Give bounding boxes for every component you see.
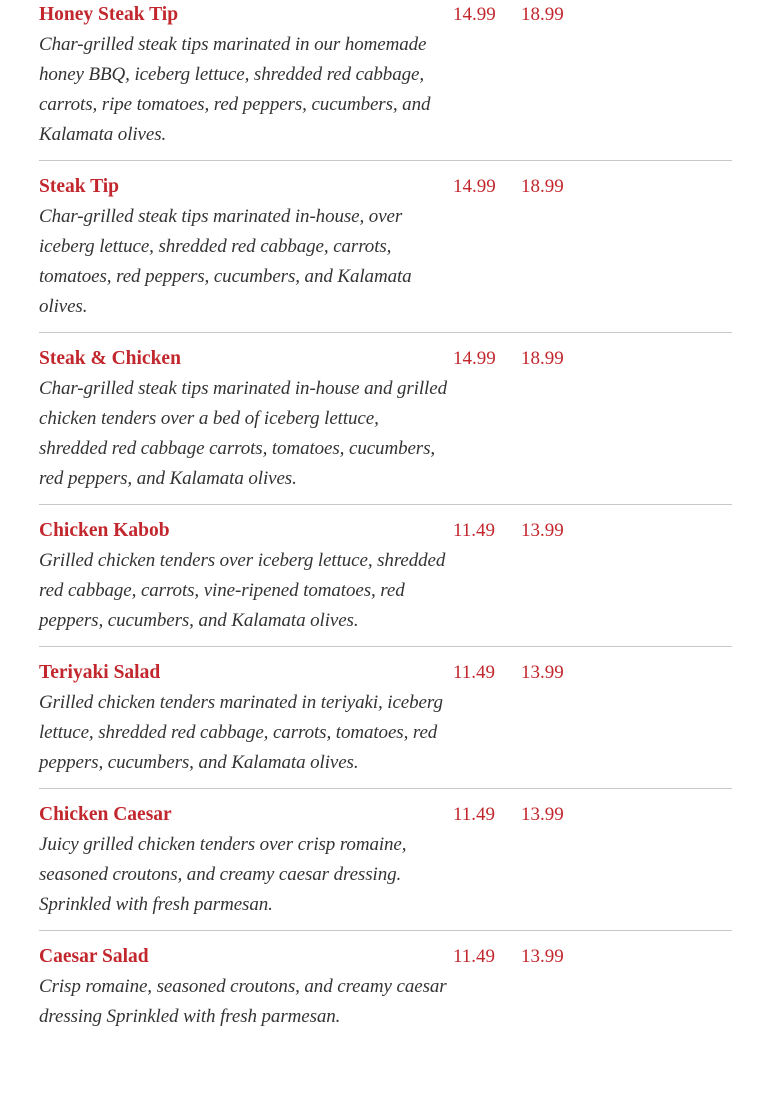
- menu-item-chicken-caesar: [39, 789, 732, 931]
- item-price-small: 14.99: [453, 4, 496, 25]
- item-description: Char-grilled steak tips marinated in-house and grilled chicken tenders over a bed of iceberg lettuce, shredded red cabbage carrots, tomatoes, cucumbers, red peppers, and Kalamata olives.: [39, 378, 447, 489]
- item-name: Chicken Kabob: [39, 520, 170, 541]
- item-description: Crisp romaine, seasoned croutons, and creamy caesar dressing Sprinkled with fresh parmesan.: [39, 976, 447, 1027]
- item-price-large: 13.99: [521, 520, 564, 541]
- item-price-small: 14.99: [453, 348, 496, 369]
- item-price-large: 13.99: [521, 804, 564, 825]
- item-price-small: 11.49: [453, 804, 496, 825]
- item-price-small: 11.49: [453, 946, 496, 967]
- item-price-large: 18.99: [521, 348, 564, 369]
- menu-item-teriyaki-salad: [39, 647, 732, 789]
- item-price-large: 13.99: [521, 946, 564, 967]
- item-price-small: 11.49: [453, 520, 496, 541]
- menu-item-steak-chicken: [39, 333, 732, 505]
- menu-list: [39, 0, 732, 1042]
- item-name: Teriyaki Salad: [39, 662, 161, 683]
- item-description: Char-grilled steak tips marinated in our homemade honey BBQ, iceberg lettuce, shredded red cabbage, carrots, ripe tomatoes, red peppers, cucumbers, and Kalamata olives.: [39, 34, 431, 145]
- menu-item-caesar-salad: [39, 931, 732, 1042]
- item-price-small: 14.99: [453, 176, 496, 197]
- item-description: Juicy grilled chicken tenders over crisp romaine, seasoned croutons, and creamy caesar dressing. Sprinkled with fresh parmesan.: [39, 834, 407, 915]
- item-description: Grilled chicken tenders marinated in teriyaki, iceberg lettuce, shredded red cabbage, carrots, tomatoes, red peppers, cucumbers, and Kalamata olives.: [39, 692, 443, 773]
- item-price-large: 18.99: [521, 4, 564, 25]
- item-name: Steak Tip: [39, 176, 120, 197]
- menu-item-chicken-kabob: [39, 505, 732, 647]
- item-name: Honey Steak Tip: [39, 4, 179, 25]
- menu-item-honey-steak-tip: [39, 0, 732, 161]
- item-name: Chicken Caesar: [39, 804, 172, 825]
- item-description: Grilled chicken tenders over iceberg lettuce, shredded red cabbage, carrots, vine-ripened tomatoes, red peppers, cucumbers, and Kalamata olives.: [39, 550, 446, 631]
- item-name: Caesar Salad: [39, 946, 149, 967]
- item-description: Char-grilled steak tips marinated in-house, over iceberg lettuce, shredded red cabbage, carrots, tomatoes, red peppers, cucumbers, and Kalamata olives.: [39, 206, 412, 317]
- menu-item-steak-tip: [39, 161, 732, 333]
- item-price-small: 11.49: [453, 662, 496, 683]
- item-price-large: 13.99: [521, 662, 564, 683]
- item-price-large: 18.99: [521, 176, 564, 197]
- item-name: Steak & Chicken: [39, 348, 181, 369]
